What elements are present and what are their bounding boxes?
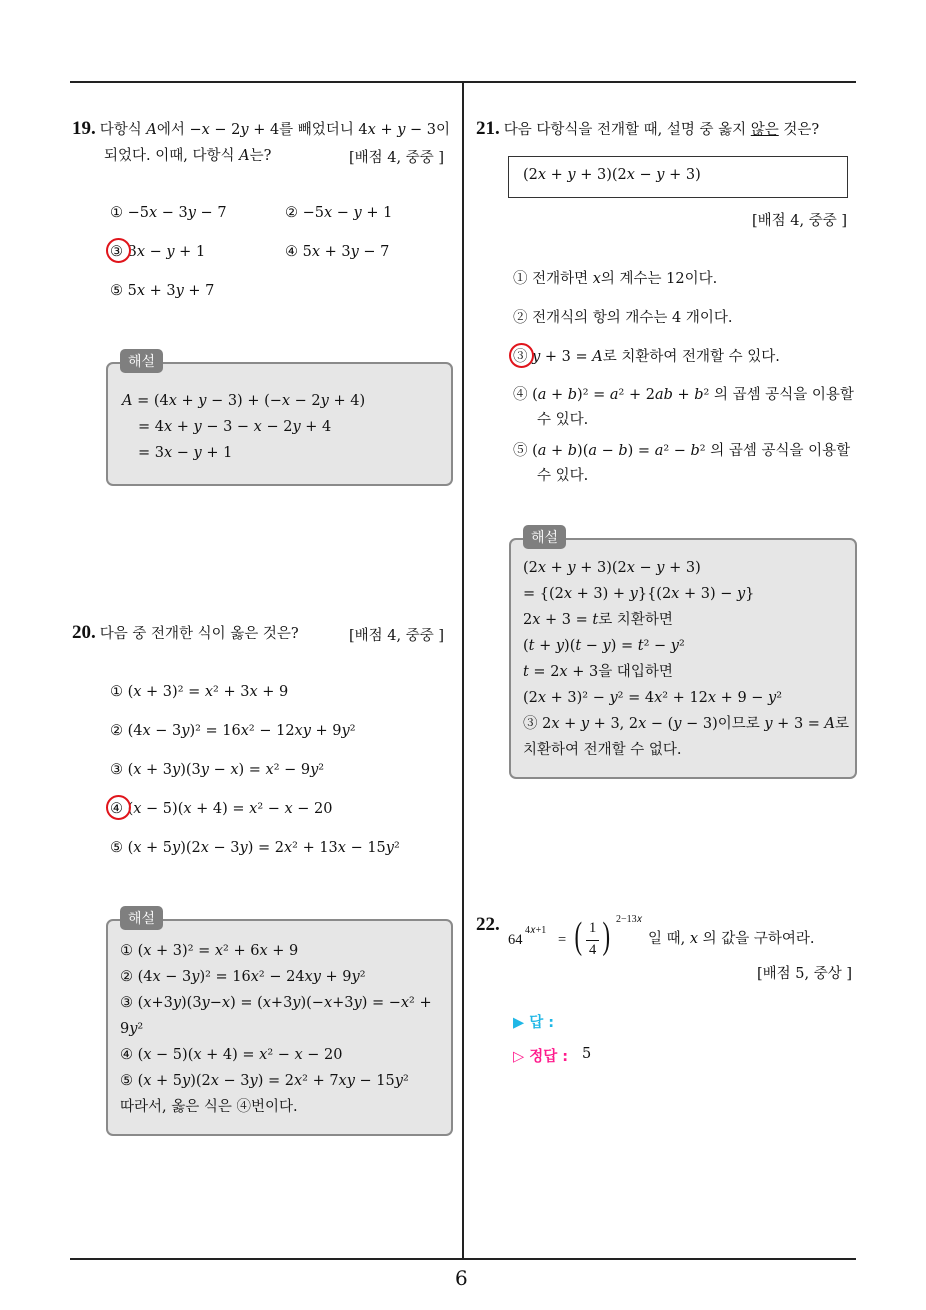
solution-line: ① (𝑥 + 3)² = 𝑥² + 6𝑥 + 9: [120, 943, 299, 959]
solution-line: (2𝑥 + 3)² − 𝑦² = 4𝑥² + 12𝑥 + 9 − 𝑦²: [523, 690, 783, 706]
question-text: 되었다. 이때, 다항식 𝐴는?: [104, 148, 272, 164]
option-5-continued: 수 있다.: [537, 468, 589, 484]
option-2[interactable]: ② 전개식의 항의 개수는 4 개이다.: [513, 310, 733, 326]
option-1[interactable]: ① (𝑥 + 3)² = 𝑥² + 3𝑥 + 9: [110, 684, 289, 700]
question-number: 21.: [476, 118, 500, 139]
question-text: 것은?: [778, 122, 820, 138]
solution-line: 𝑡 = 2𝑥 + 3을 대입하면: [523, 664, 673, 680]
question-number: 22.: [476, 914, 500, 935]
solution-line: ③ 2𝑥 + 𝑦 + 3, 2𝑥 − (𝑦 − 3)이므로 𝑦 + 3 = 𝐴로: [523, 716, 850, 732]
option-1[interactable]: ① −5𝑥 − 3𝑦 − 7: [110, 205, 227, 221]
solution-line: = {(2𝑥 + 3) + 𝑦}{(2𝑥 + 3) − 𝑦}: [523, 586, 755, 602]
option-3[interactable]: ③ (𝑥 + 3𝑦)(3𝑦 − 𝑥) = 𝑥² − 9𝑦²: [110, 762, 325, 778]
option-4[interactable]: ④ (𝑥 − 5)(𝑥 + 4) = 𝑥² − 𝑥 − 20: [110, 801, 333, 817]
score-meta: [배점 4, 중중 ]: [349, 628, 445, 644]
question-22: [476, 912, 504, 939]
question-text: 다음 중 전개한 식이 옳은 것은?: [99, 626, 299, 642]
equation-base: 64: [508, 932, 523, 948]
option-4-continued: 수 있다.: [537, 412, 589, 428]
column-divider: [462, 82, 464, 1259]
option-5[interactable]: ⑤ 5𝑥 + 3𝑦 + 7: [110, 283, 215, 299]
solution-line: ③ (𝑥+3𝑦)(3𝑦−𝑥) = (𝑥+3𝑦)(−𝑥+3𝑦) = −𝑥² +: [120, 995, 432, 1011]
bottom-rule: [70, 1258, 856, 1260]
solution-line: = 3𝑥 − 𝑦 + 1: [138, 445, 233, 461]
fraction-denominator: 4: [589, 942, 597, 958]
solution-line: (𝑡 + 𝑦)(𝑡 − 𝑦) = 𝑡² − 𝑦²: [523, 638, 685, 654]
question-number: 19.: [72, 118, 96, 139]
solution-line: ④ (𝑥 − 5)(𝑥 + 4) = 𝑥² − 𝑥 − 20: [120, 1047, 343, 1063]
answer-mark-circle: [106, 238, 131, 263]
solution-line: ⑤ (𝑥 + 5𝑦)(2𝑥 − 3𝑦) = 2𝑥² + 7𝑥𝑦 − 15𝑦²: [120, 1073, 409, 1089]
fraction-numerator: 1: [589, 920, 597, 936]
solution-line: 치환하여 전개할 수 없다.: [523, 742, 682, 758]
option-3[interactable]: ③ 𝑦 + 3 = 𝐴로 치환하여 전개할 수 있다.: [513, 349, 780, 365]
question-text: 다항식 𝐴에서 −𝑥 − 2𝑦 + 4를 빼었더니 4𝑥 + 𝑦 − 3이: [99, 122, 450, 138]
solution-line: = 4𝑥 + 𝑦 − 3 − 𝑥 − 2𝑦 + 4: [138, 419, 332, 435]
option-1[interactable]: ① 전개하면 𝑥의 계수는 12이다.: [513, 271, 718, 287]
equals-sign: =: [558, 932, 567, 948]
question-text: 일 때, 𝑥 의 값을 구하여라.: [648, 931, 815, 947]
solution-box: [106, 362, 453, 486]
question-21: [476, 116, 856, 143]
option-4[interactable]: ④ 5𝑥 + 3𝑦 − 7: [285, 244, 390, 260]
solution-line: 따라서, 옳은 식은 ④번이다.: [120, 1099, 298, 1115]
solution-line: 𝐴 = (4𝑥 + 𝑦 − 3) + (−𝑥 − 2𝑦 + 4): [122, 393, 366, 409]
solution-line: 9𝑦²: [120, 1021, 144, 1037]
fraction-bar: [586, 940, 599, 941]
solution-tag: 해설: [523, 525, 566, 549]
option-4[interactable]: ④ (𝑎 + 𝑏)² = 𝑎² + 2𝑎𝑏 + 𝑏² 의 곱셈 공식을 이용할: [513, 387, 854, 403]
solution-box: [509, 538, 857, 779]
score-meta: [배점 4, 중중 ]: [349, 150, 445, 166]
score-meta: [배점 4, 중중 ]: [752, 213, 848, 229]
equation-exponent: 2−13𝑥: [616, 914, 643, 925]
option-3[interactable]: ③ 3𝑥 − 𝑦 + 1: [110, 244, 206, 260]
solution-box: [106, 919, 453, 1136]
option-2[interactable]: ② (4𝑥 − 3𝑦)² = 16𝑥² − 12𝑥𝑦 + 9𝑦²: [110, 723, 356, 739]
answer-mark-circle: [509, 343, 534, 368]
solution-line: ② (4𝑥 − 3𝑦)² = 16𝑥² − 24𝑥𝑦 + 9𝑦²: [120, 969, 366, 985]
solution-tag: 해설: [120, 349, 163, 373]
option-2[interactable]: ② −5𝑥 − 𝑦 + 1: [285, 205, 393, 221]
answer-mark-circle: [106, 795, 131, 820]
left-paren: (: [574, 915, 583, 957]
solution-line: 2𝑥 + 3 = 𝑡로 치환하면: [523, 612, 673, 628]
equation-exponent: 4𝑥+1: [525, 925, 547, 936]
expression-box: (2𝑥 + 𝑦 + 3)(2𝑥 − 𝑦 + 3): [508, 156, 848, 198]
score-meta: [배점 5, 중상 ]: [757, 966, 853, 982]
page-number: 6: [455, 1266, 468, 1290]
correct-answer-value: 5: [582, 1046, 592, 1062]
solution-tag: 해설: [120, 906, 163, 930]
option-5[interactable]: ⑤ (𝑥 + 5𝑦)(2𝑥 − 3𝑦) = 2𝑥² + 13𝑥 − 15𝑦²: [110, 840, 400, 856]
right-paren: ): [602, 915, 611, 957]
question-text-emphasis: 않은: [750, 122, 779, 138]
answer-field[interactable]: ▶ 답 :: [513, 1015, 555, 1031]
question-number: 20.: [72, 622, 96, 643]
option-5[interactable]: ⑤ (𝑎 + 𝑏)(𝑎 − 𝑏) = 𝑎² − 𝑏² 의 곱셈 공식을 이용할: [513, 443, 851, 459]
question-text: 다음 다항식을 전개할 때, 설명 중 옳지: [503, 122, 751, 138]
correct-answer-label: ▷ 정답 :: [513, 1049, 569, 1065]
solution-line: (2𝑥 + 𝑦 + 3)(2𝑥 − 𝑦 + 3): [523, 560, 701, 576]
